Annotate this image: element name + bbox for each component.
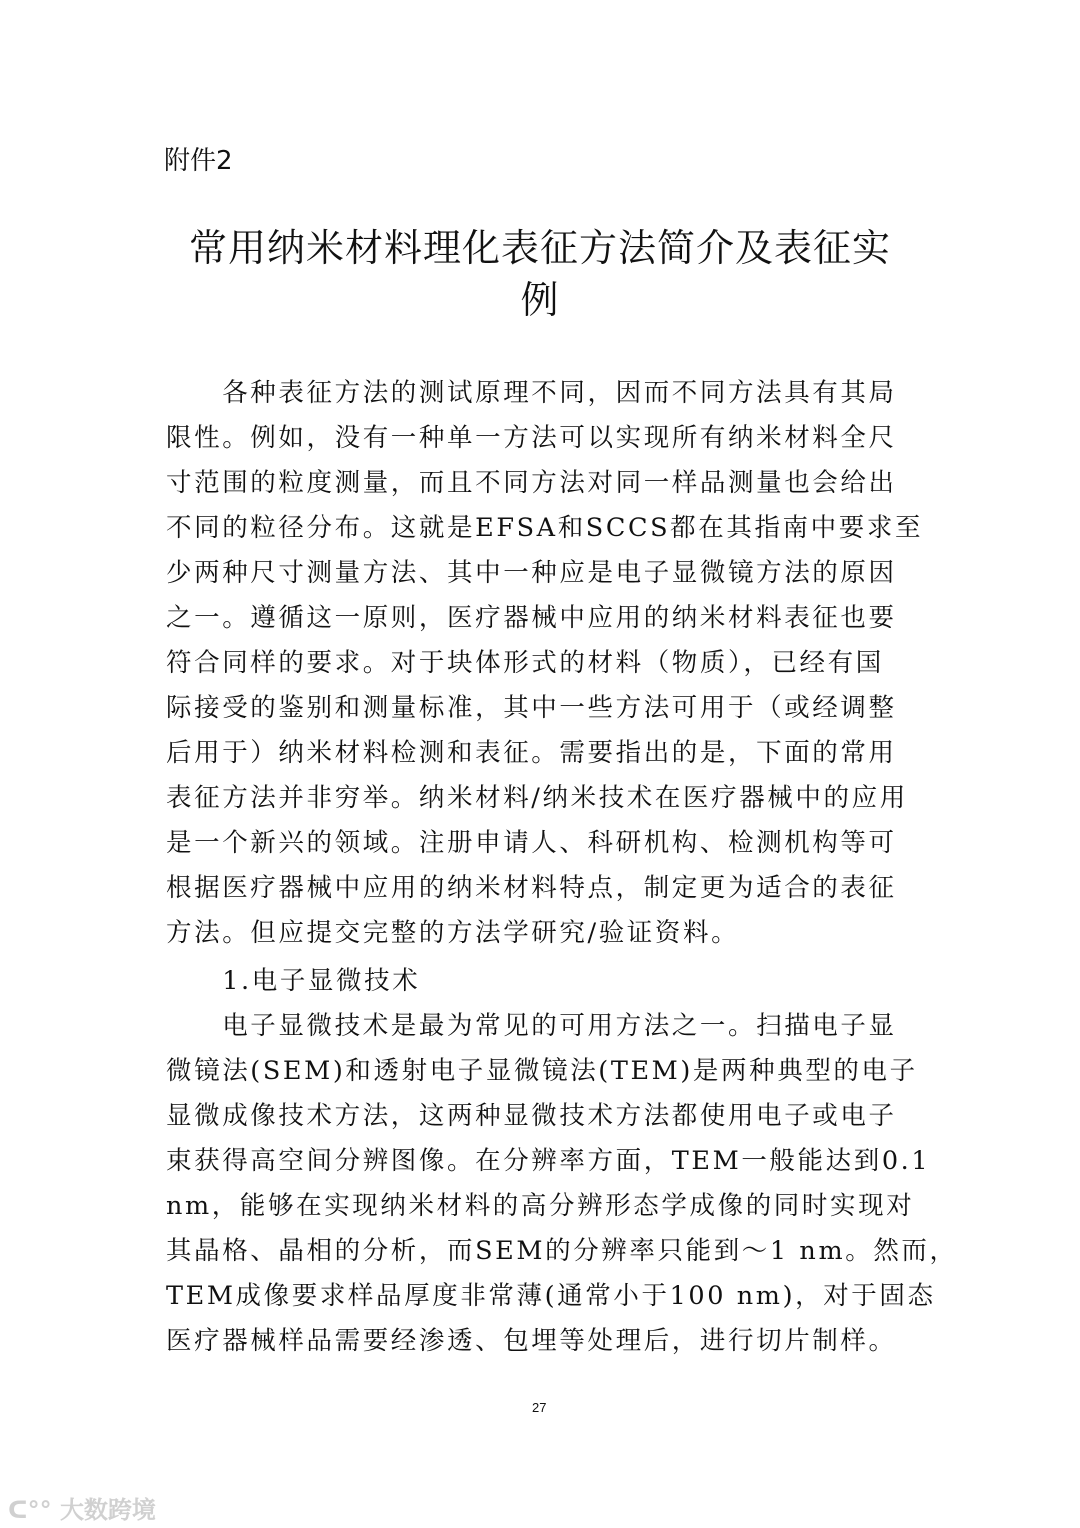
title-line-2: 例 [520,278,560,322]
document-title [160,222,920,326]
text-line: 符合同样的要求。对于块体形式的材料（物质），已经有国 [166,648,884,678]
text-line: 寸范围的粒度测量，而且不同方法对同一样品测量也会给出 [166,468,897,498]
watermark-text: 大数跨境 [59,1496,156,1524]
text-line: 束获得高空间分辨图像。在分辨率方面，TEM一般能达到0.1 [166,1146,931,1176]
section-heading: 1.电子显微技术 [166,966,421,996]
text-line: 医疗器械样品需要经渗透、包埋等处理后，进行切片制样。 [166,1326,897,1356]
text-line: 表征方法并非穷举。纳米材料/纳米技术在医疗器械中的应用 [166,783,908,813]
text-line: 少两种尺寸测量方法、其中一种应是电子显微镜方法的原因 [166,558,897,588]
text-line: TEM成像要求样品厚度非常薄(通常小于100 nm)，对于固态 [166,1281,936,1311]
page-number: 27 [532,1400,547,1415]
text-line: 之一。遵循这一原则，医疗器械中应用的纳米材料表征也要 [166,603,897,633]
text-line: 际接受的鉴别和测量标准，其中一些方法可用于（或经调整 [166,693,897,723]
attachment-label: 附件2 [164,146,233,176]
watermark-logo-icon: ᑕ°° [8,1496,52,1524]
text-line: 不同的粒径分布。这就是EFSA和SCCS都在其指南中要求至 [166,513,924,543]
text-line: 显微成像技术方法，这两种显微技术方法都使用电子或电子 [166,1101,897,1131]
text-line: 根据医疗器械中应用的纳米材料特点，制定更为适合的表征 [166,873,897,903]
text-line: 方法。但应提交完整的方法学研究/验证资料。 [166,918,740,948]
text-line: 是一个新兴的领域。注册申请人、科研机构、检测机构等可 [166,828,897,858]
text-line: 各种表征方法的测试原理不同，因而不同方法具有其局 [166,378,897,408]
text-line: 其晶格、晶相的分析，而SEM的分辨率只能到～1 nm。然而， [166,1236,958,1266]
text-line: nm，能够在实现纳米材料的高分辨形态学成像的同时实现对 [166,1191,915,1221]
text-line: 后用于）纳米材料检测和表征。需要指出的是，下面的常用 [166,738,897,768]
text-line: 微镜法(SEM)和透射电子显微镜法(TEM)是两种典型的电子 [166,1056,918,1086]
watermark [8,1490,156,1525]
text-line: 限性。例如，没有一种单一方法可以实现所有纳米材料全尺 [166,423,897,453]
text-line: 电子显微技术是最为常见的可用方法之一。扫描电子显 [166,1011,897,1041]
title-line-1: 常用纳米材料理化表征方法简介及表征实 [188,226,891,270]
